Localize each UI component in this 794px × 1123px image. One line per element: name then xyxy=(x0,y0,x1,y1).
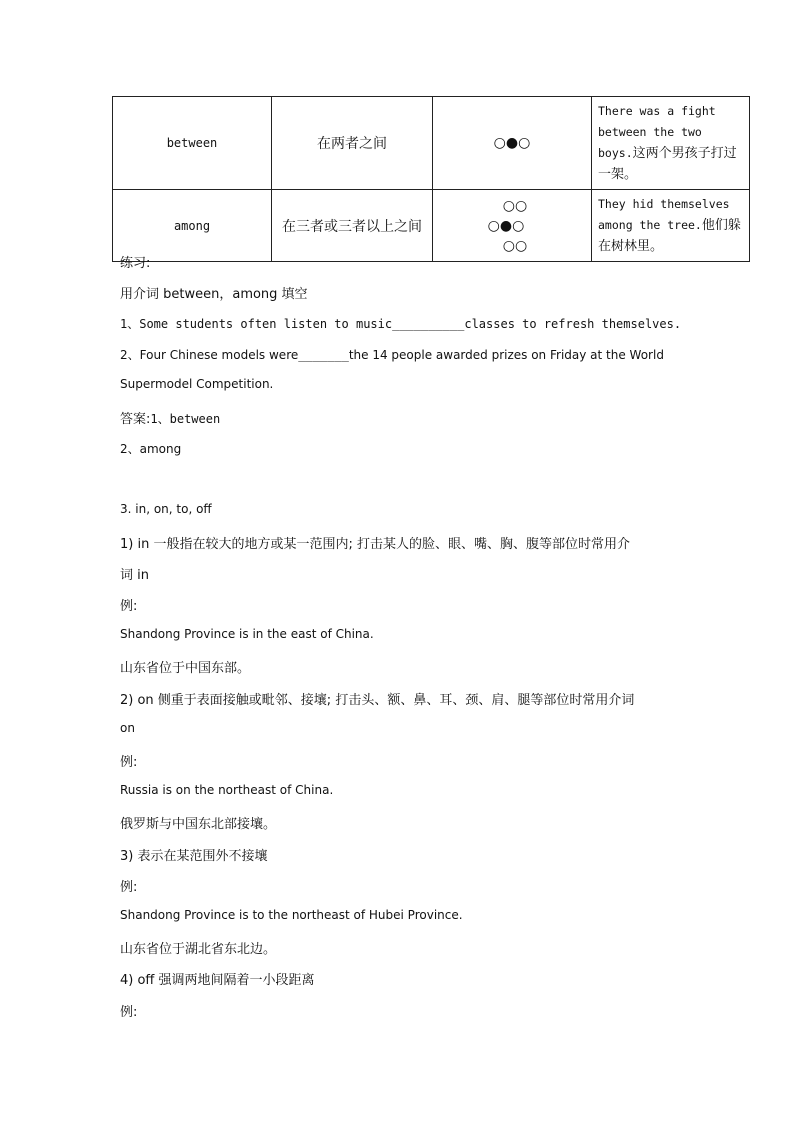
table-row xyxy=(113,190,750,262)
example-zh: 他们躲在树林里。 xyxy=(598,218,741,254)
word-cell: among xyxy=(113,190,272,262)
answer-line-1 xyxy=(120,408,220,427)
answer-label: 答案: xyxy=(120,412,151,427)
practice-instruction: 用介词 between，among 填空 xyxy=(120,287,308,302)
example-label: 例: xyxy=(120,1005,138,1020)
paragraph-1-line-2: 词 in xyxy=(120,568,149,583)
example-english: Russia is on the northeast of China. xyxy=(120,783,334,797)
question-text: classes to refresh themselves. xyxy=(464,317,682,331)
example-en: They hid themselves among the tree. xyxy=(598,197,730,232)
paragraph-4-line-1: 4) off 强调两地间隔着一小段距离 xyxy=(120,973,315,988)
example-en: There was a fight between the two boys. xyxy=(598,104,716,160)
paragraph-2-line-1: 2) on 侧重于表面接触或毗邻、接壤; 打击头、额、鼻、耳、颈、肩、腿等部位时常用介词 xyxy=(120,693,635,708)
diagram-cell xyxy=(433,190,592,262)
example-chinese: 山东省位于中国东部。 xyxy=(120,661,251,676)
question-text: the 14 people awarded prizes on Friday at the World xyxy=(348,348,664,362)
preposition-table xyxy=(112,96,750,262)
example-cell xyxy=(592,97,750,190)
diagram-cell xyxy=(433,97,592,190)
example-english: Shandong Province is to the northeast of Hubei Province. xyxy=(120,908,463,922)
answer-blank: _______ xyxy=(298,348,349,362)
question-2-continued: Supermodel Competition. xyxy=(120,377,274,391)
answer-line-2: 2、among xyxy=(120,442,182,456)
diagram-line: ○●○ xyxy=(493,135,531,151)
position-diagram xyxy=(433,133,591,153)
example-cell xyxy=(592,190,750,262)
answer-text: 1、between xyxy=(150,412,221,426)
example-english: Shandong Province is in the east of China. xyxy=(120,627,374,641)
question-2 xyxy=(120,346,664,363)
question-text: 2、Four Chinese models were xyxy=(120,348,299,362)
example-label: 例: xyxy=(120,880,138,895)
practice-heading: 练习: xyxy=(120,256,151,271)
word-cell: between xyxy=(113,97,272,190)
question-text: 1、Some students often listen to music xyxy=(120,317,393,331)
question-1 xyxy=(120,315,681,332)
table-row xyxy=(113,97,750,190)
paragraph-1-line-1: 1) in 一般指在较大的地方或某一范围内; 打击某人的脸、眼、嘴、胸、腹等部位时常用介 xyxy=(120,537,630,552)
meaning-cell: 在三者或三者以上之间 xyxy=(272,190,433,262)
meaning-cell: 在两者之间 xyxy=(272,97,433,190)
example-chinese: 俄罗斯与中国东北部接壤。 xyxy=(120,817,277,832)
example-label: 例: xyxy=(120,599,138,614)
example-label: 例: xyxy=(120,755,138,770)
position-diagram xyxy=(433,196,591,256)
answer-blank: __________ xyxy=(392,317,465,331)
paragraph-3-line-1: 3) 表示在某范围外不接壤 xyxy=(120,849,268,864)
paragraph-2-line-2: on xyxy=(120,721,135,735)
diagram-line: ○○ xyxy=(502,237,528,254)
section-title: 3. in, on, to, off xyxy=(120,502,212,516)
diagram-line: ○●○ xyxy=(487,217,525,234)
example-chinese: 山东省位于湖北省东北边。 xyxy=(120,942,277,957)
example-zh: 这两个男孩子打过一架。 xyxy=(598,146,737,182)
diagram-line: ○○ xyxy=(502,197,528,214)
